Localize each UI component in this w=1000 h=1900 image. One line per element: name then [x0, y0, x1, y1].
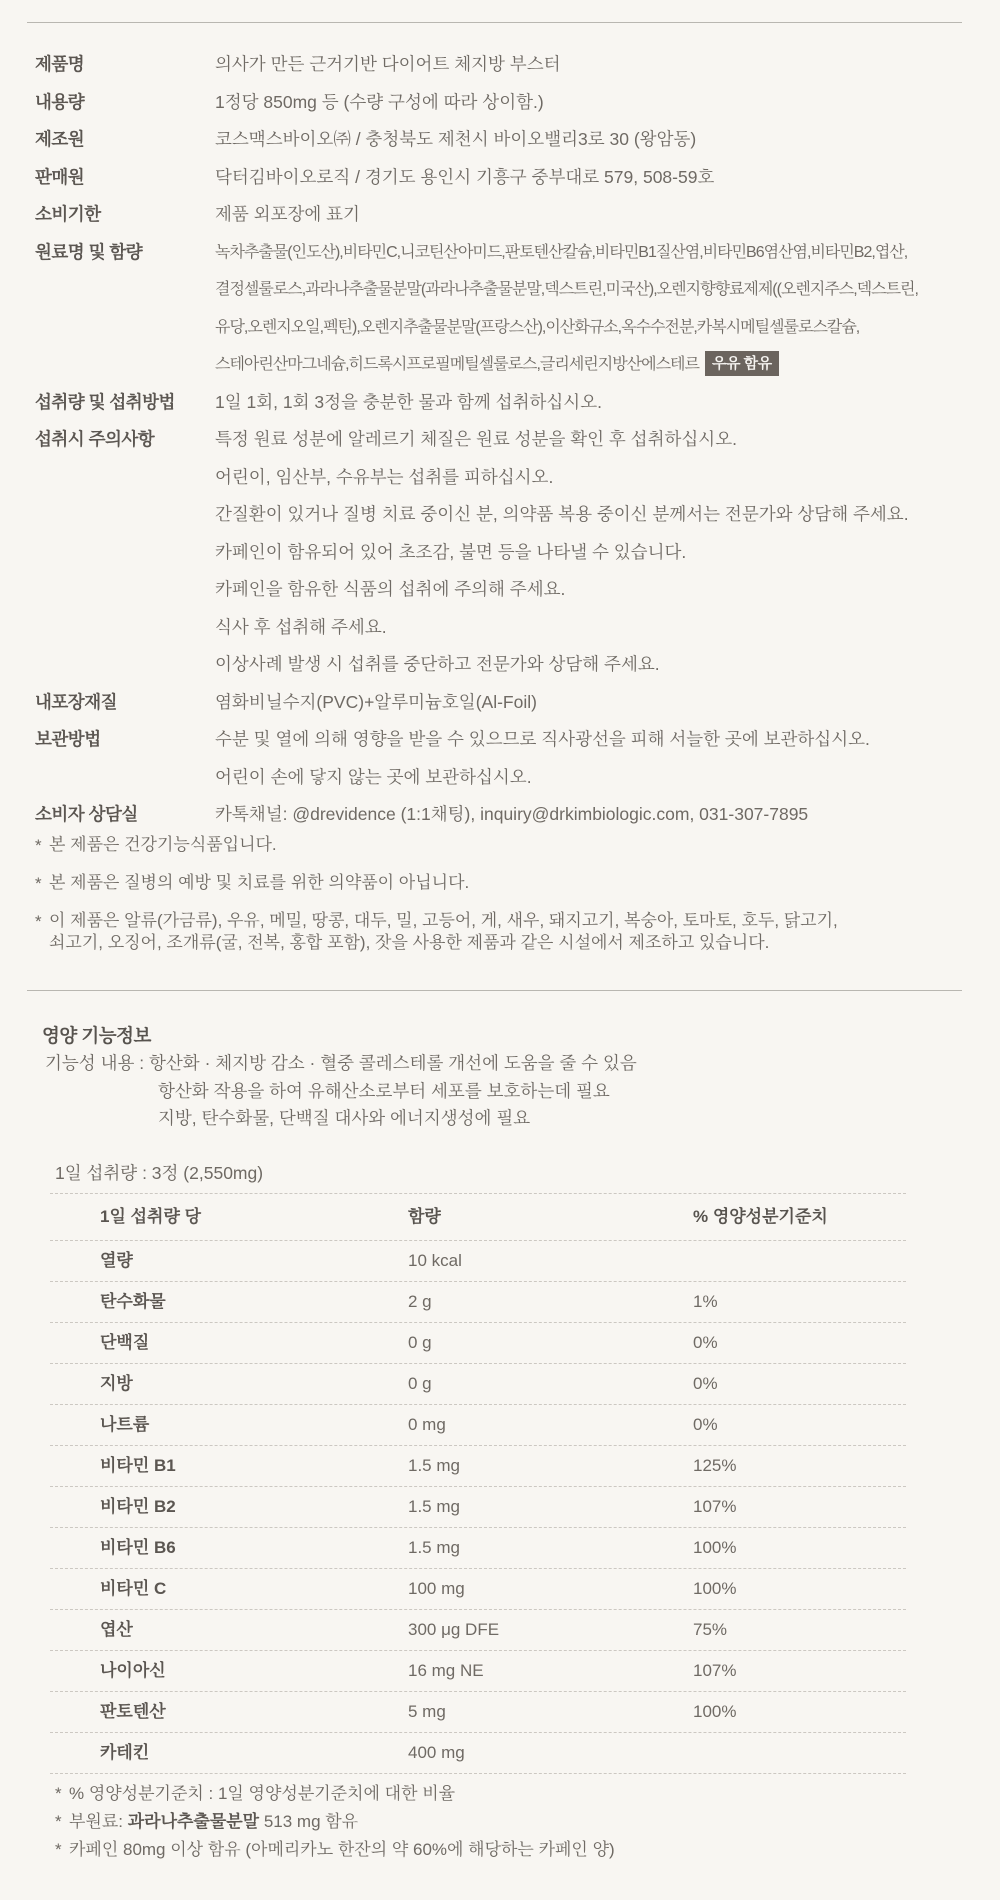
functional-content-line — [45, 1050, 970, 1078]
table-row-catechin — [50, 1733, 906, 1774]
nutrient-amount: 1.5 mg — [408, 1497, 460, 1516]
footnote-text: % 영양성분기준치 : 1일 영양성분기준치에 대한 비율 — [69, 1784, 456, 1803]
info-label: 내용량 — [35, 91, 85, 112]
info-value-line: 의사가 만든 근거기반 다이어트 체지방 부스터 — [215, 54, 561, 74]
nutrient-name: 열량 — [100, 1251, 133, 1270]
nutrient-pct: 100% — [693, 1538, 737, 1557]
nutrient-amount: 100 mg — [408, 1579, 465, 1598]
nutrient-amount: 1.5 mg — [408, 1538, 460, 1557]
precaution-line: 이상사례 발생 시 섭취를 중단하고 전문가와 상담해 주세요. — [215, 654, 660, 674]
info-value-line: 코스맥스바이오㈜ / 충청북도 제천시 바이오밸리3로 30 (왕암동) — [215, 129, 697, 149]
nutrient-amount: 300 μg DFE — [408, 1620, 500, 1639]
info-label: 섭취시 주의사항 — [35, 429, 155, 449]
nutrient-pct: 125% — [693, 1456, 737, 1475]
info-label: 제품명 — [35, 54, 85, 74]
info-row-packaging — [35, 684, 970, 722]
note-line: 쇠고기, 오징어, 조개류(굴, 전복, 홍합 포함), 잣을 사용한 제품과 같은 시설에서 제조하고 있습니다. — [49, 932, 770, 952]
nutrient-name: 단백질 — [100, 1333, 150, 1352]
precaution-line: 간질환이 있거나 질병 치료 중이신 분, 의약품 복용 중이신 분께서는 전문가와 상담해 주세요. — [215, 504, 909, 524]
footnote-sub-ingredient — [55, 1808, 970, 1836]
nutrition-footnotes — [55, 1780, 970, 1864]
info-label: 판매원 — [35, 166, 85, 187]
table-row-calories — [50, 1241, 906, 1282]
guarana-extract-bold: 과라나추출물분말 — [127, 1812, 260, 1831]
table-row-folic-acid — [50, 1610, 906, 1651]
info-label: 섭취량 및 섭취방법 — [35, 391, 175, 412]
table-row-sodium — [50, 1405, 906, 1446]
note-not-medicine — [35, 872, 970, 894]
info-label: 보관방법 — [35, 729, 101, 749]
nutrient-pct: 107% — [693, 1497, 737, 1516]
nutrient-amount: 5 mg — [408, 1702, 446, 1721]
nutrient-pct: 100% — [693, 1702, 737, 1721]
nutrient-amount: 400 mg — [408, 1743, 465, 1762]
ingredients-line: 녹차추출물(인도산),비타민C,니코틴산아미드,판토텐산칼슘,비타민B1질산염,비타민B6염산염,비타민B2,엽산, — [215, 243, 908, 261]
nutrient-name: 비타민 B2 — [100, 1497, 176, 1516]
nutrient-amount: 10 kcal — [408, 1251, 462, 1270]
nutrient-pct: 0% — [693, 1415, 718, 1434]
table-row-carbohydrate — [50, 1282, 906, 1323]
info-row-ingredients — [35, 234, 970, 384]
nutrient-amount: 1.5 mg — [408, 1456, 460, 1475]
ingredients-line: 유당,오렌지오일,펙틴),오렌지추출물분말(프랑스산),이산화규소,옥수수전분,카복시메틸셀룰로스칼슘, — [215, 318, 860, 336]
nutrient-name: 비타민 C — [100, 1579, 167, 1598]
info-row-storage — [35, 721, 970, 796]
footnote-caffeine — [55, 1836, 970, 1864]
table-row-vitamin-b2 — [50, 1487, 906, 1528]
precaution-line: 카페인을 함유한 식품의 섭취에 주의해 주세요. — [215, 579, 566, 599]
product-info-list — [35, 46, 970, 970]
nutrient-name: 엽산 — [100, 1620, 133, 1639]
nutrient-pct: 100% — [693, 1579, 737, 1598]
nutrition-table-header — [50, 1194, 906, 1241]
nutrient-pct: 75% — [693, 1620, 728, 1639]
precaution-line: 어린이, 임산부, 수유부는 섭취를 피하십시오. — [215, 466, 554, 487]
precaution-line: 특정 원료 성분에 알레르기 체질은 원료 성분을 확인 후 섭취하십시오. — [215, 429, 737, 449]
storage-line: 수분 및 열에 의해 영향을 받을 수 있으므로 직사광선을 피해 서늘한 곳에 보관하십시오. — [215, 729, 870, 749]
nutrient-pct: 0% — [693, 1333, 718, 1352]
table-row-protein — [50, 1323, 906, 1364]
info-row-net-content — [35, 84, 970, 122]
note-health-functional-food — [35, 834, 970, 856]
info-label: 제조원 — [35, 129, 85, 149]
info-row-expiry — [35, 196, 970, 234]
functional-content-line: 지방, 탄수화물, 단백질 대사와 에너지생성에 필요 — [158, 1108, 531, 1128]
nutrient-amount: 0 g — [408, 1374, 432, 1393]
nutrient-name: 나이아신 — [100, 1661, 166, 1680]
ingredients-line: 결정셀룰로스,과라나추출물분말(과라나추출물분말,덱스트린,미국산),오렌지향향료제제((오렌지주스,덱스트린, — [215, 281, 918, 298]
nutrition-section-title: 영양 기능정보 — [42, 1025, 151, 1046]
asterisk-mark: * — [55, 1784, 62, 1803]
precaution-line: 식사 후 섭취해 주세요. — [215, 616, 387, 637]
footnote-text: 카페인 80mg 이상 함유 (아메리카노 한잔의 약 60%에 해당하는 카페인 양) — [69, 1840, 615, 1859]
top-divider — [27, 22, 962, 23]
note-line: 본 제품은 건강기능식품입니다. — [49, 834, 277, 854]
info-value — [215, 121, 970, 159]
info-value-line: 제품 외포장에 표기 — [215, 204, 360, 224]
nutrient-name: 판토텐산 — [100, 1702, 166, 1721]
table-row-vitamin-c — [50, 1569, 906, 1610]
info-row-customer-service — [35, 796, 970, 834]
disclaimer-notes — [35, 834, 970, 954]
footnote-text: 부원료: — [69, 1812, 128, 1831]
nutrient-pct — [693, 1733, 906, 1773]
customer-service-contact: 카톡채널: @drevidence (1:1채팅), inquiry@drkimbiologic.com, 031-307-7895 — [215, 804, 809, 824]
info-value — [215, 84, 970, 122]
table-row-vitamin-b1 — [50, 1446, 906, 1487]
nutrient-amount: 16 mg NE — [408, 1661, 484, 1680]
info-value-line: 1정당 850mg 등 (수량 구성에 따라 상이함.) — [215, 91, 544, 112]
precaution-line: 카페인이 함유되어 있어 초조감, 불면 등을 나타낼 수 있습니다. — [215, 541, 687, 562]
header-daily-value-pct: % 영양성분기준치 — [693, 1207, 828, 1226]
info-row-dosage — [35, 384, 970, 422]
info-row-precautions — [35, 421, 970, 684]
nutrient-name: 카테킨 — [100, 1743, 150, 1762]
info-row-product-name — [35, 46, 970, 84]
info-row-seller — [35, 159, 970, 197]
nutrient-pct: 0% — [693, 1374, 718, 1393]
nutrient-name: 나트륨 — [100, 1415, 150, 1434]
functional-content-label: 기능성 내용 : — [45, 1053, 145, 1073]
nutrient-amount: 2 g — [408, 1292, 432, 1311]
info-value — [215, 46, 970, 84]
info-value-line: 닥터김바이오로직 / 경기도 용인시 기흥구 중부대로 579, 508-59호 — [215, 166, 715, 187]
note-allergen-facility — [35, 910, 970, 954]
note-line: 이 제품은 알류(가금류), 우유, 메밀, 땅콩, 대두, 밀, 고등어, 게, 새우, 돼지고기, 복숭아, 토마토, 호두, 닭고기, — [49, 910, 838, 930]
info-label: 소비기한 — [35, 204, 101, 224]
nutrient-amount: 0 mg — [408, 1415, 446, 1434]
ingredients-line-text: 스테아린산마그네슘,히드록시프로필메틸셀룰로스,글리세린지방산에스테르 — [215, 356, 699, 373]
asterisk-mark: * — [55, 1840, 62, 1859]
table-row-pantothenic-acid — [50, 1692, 906, 1733]
daily-serving-size: 1일 섭취량 : 3정 (2,550mg) — [55, 1163, 264, 1183]
info-value-line: 1일 1회, 1회 3정을 충분한 물과 함께 섭취하십시오. — [215, 391, 602, 412]
info-value — [215, 159, 970, 197]
info-value — [215, 196, 970, 234]
info-label: 원료명 및 함량 — [35, 241, 143, 262]
nutrient-name: 비타민 B6 — [100, 1538, 176, 1557]
footnote-daily-value — [55, 1780, 970, 1808]
asterisk-mark: * — [35, 911, 42, 931]
table-row-fat — [50, 1364, 906, 1405]
info-value — [215, 421, 970, 684]
header-amount: 함량 — [408, 1207, 441, 1226]
nutrient-name: 탄수화물 — [100, 1292, 166, 1311]
nutrition-facts-table — [50, 1193, 906, 1774]
info-value — [215, 684, 970, 722]
table-row-niacin — [50, 1651, 906, 1692]
functional-content-block — [45, 1050, 970, 1133]
table-row-vitamin-b6 — [50, 1528, 906, 1569]
nutrient-pct — [693, 1241, 906, 1281]
info-row-manufacturer — [35, 121, 970, 159]
nutrient-name: 지방 — [100, 1374, 133, 1393]
info-value — [215, 721, 970, 796]
nutrient-amount: 0 g — [408, 1333, 432, 1352]
info-label: 소비자 상담실 — [35, 804, 138, 824]
asterisk-mark: * — [35, 873, 42, 893]
functional-content-text: 항산화 · 체지방 감소 · 혈중 콜레스테롤 개선에 도움을 줄 수 있음 — [149, 1053, 637, 1073]
info-value — [215, 796, 970, 834]
info-label: 내포장재질 — [35, 691, 118, 712]
footnote-text: 513 mg 함유 — [259, 1812, 359, 1831]
header-per-serving: 1일 섭취량 당 — [100, 1207, 202, 1226]
nutrient-pct: 1% — [693, 1292, 718, 1311]
milk-allergen-badge: 우유 함유 — [705, 351, 779, 376]
asterisk-mark: * — [55, 1812, 62, 1831]
functional-content-line: 항산화 작용을 하여 유해산소로부터 세포를 보호하는데 필요 — [158, 1080, 610, 1101]
info-value — [215, 234, 970, 384]
ingredients-line — [215, 346, 970, 384]
info-value — [215, 384, 970, 422]
storage-line: 어린이 손에 닿지 않는 곳에 보관하십시오. — [215, 766, 532, 787]
note-line: 본 제품은 질병의 예방 및 치료를 위한 의약품이 아닙니다. — [49, 872, 470, 892]
nutrient-pct: 107% — [693, 1661, 737, 1680]
nutrient-name: 비타민 B1 — [100, 1456, 176, 1475]
section-divider — [27, 990, 962, 991]
asterisk-mark: * — [35, 835, 42, 855]
info-value-line: 염화비닐수지(PVC)+알루미늄호일(Al-Foil) — [215, 691, 537, 712]
